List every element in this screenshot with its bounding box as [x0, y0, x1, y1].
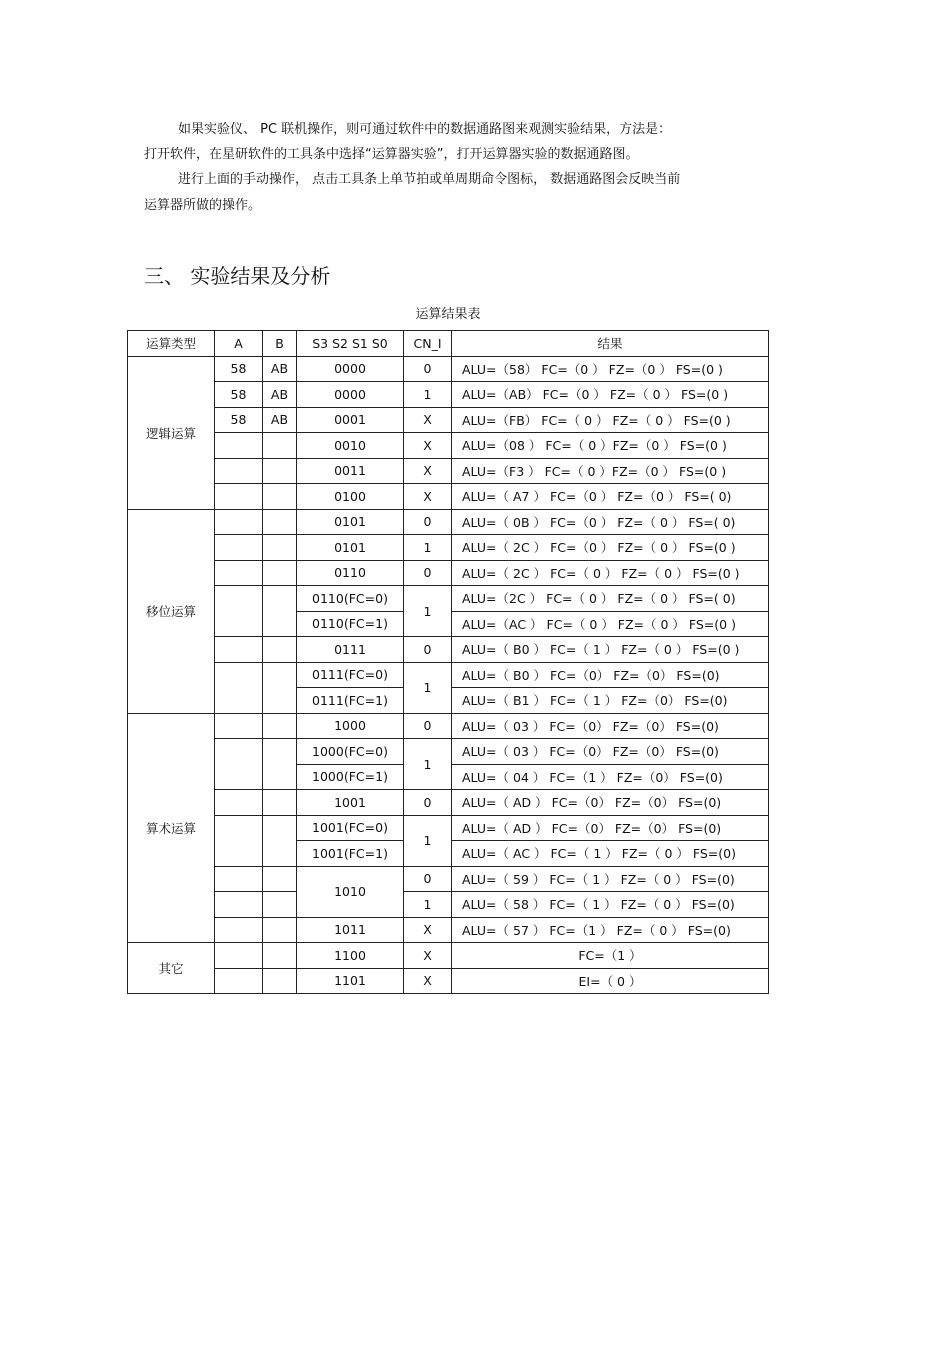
table-row [128, 356, 769, 382]
result-cell: ALU=（ AD ） FC=（0） FZ=（0） FS=(0) [452, 815, 769, 841]
a-cell [215, 484, 263, 510]
b-cell [263, 484, 297, 510]
header-cell: 结果 [452, 331, 769, 357]
cn-cell: 0 [404, 637, 452, 663]
s-cell: 0010 [297, 433, 404, 459]
s-cell: 0111(FC=0) [297, 662, 404, 688]
table-header-row [128, 331, 769, 357]
cn-cell: X [404, 433, 452, 459]
result-cell: ALU=（58） FC=（0 ） FZ=（0 ） FS=(0 ) [452, 356, 769, 382]
a-cell [215, 433, 263, 459]
a-cell [215, 458, 263, 484]
b-cell [263, 433, 297, 459]
table-row [128, 713, 769, 739]
cn-cell: X [404, 968, 452, 994]
cn-cell: 1 [404, 815, 452, 866]
section-heading: 三、 实验结果及分析 [144, 264, 331, 288]
header-cell: A [215, 331, 263, 357]
a-cell [215, 662, 263, 713]
result-cell: ALU=（ 57 ） FC=（1 ） FZ=（ 0 ） FS=(0) [452, 917, 769, 943]
cn-cell: 0 [404, 356, 452, 382]
table-row [128, 892, 769, 918]
b-cell [263, 637, 297, 663]
b-cell [263, 535, 297, 561]
cn-cell: 0 [404, 790, 452, 816]
a-cell: 58 [215, 382, 263, 408]
paragraph-4: 运算器所做的操作。 [144, 198, 262, 213]
table-row [128, 484, 769, 510]
s-cell: 1000 [297, 713, 404, 739]
s-cell: 0111(FC=1) [297, 688, 404, 714]
s-cell: 0101 [297, 509, 404, 535]
table-row [128, 739, 769, 765]
result-cell: ALU=（ 03 ） FC=（0） FZ=（0） FS=(0) [452, 739, 769, 765]
cn-cell: 1 [404, 382, 452, 408]
result-cell: ALU=（ AD ） FC=（0） FZ=（0） FS=(0) [452, 790, 769, 816]
result-cell: ALU=（AB） FC=（0 ） FZ=（ 0 ） FS=(0 ) [452, 382, 769, 408]
b-cell [263, 790, 297, 816]
a-cell: 58 [215, 356, 263, 382]
table-row [128, 637, 769, 663]
a-cell [215, 560, 263, 586]
header-cell: B [263, 331, 297, 357]
result-table [127, 330, 769, 994]
table-row [128, 560, 769, 586]
a-cell [215, 713, 263, 739]
b-cell [263, 713, 297, 739]
s-cell: 0011 [297, 458, 404, 484]
s-cell: 0000 [297, 356, 404, 382]
s-cell: 0110 [297, 560, 404, 586]
b-cell: AB [263, 407, 297, 433]
table-row [128, 509, 769, 535]
a-cell [215, 917, 263, 943]
cn-cell: 0 [404, 713, 452, 739]
s-cell: 1101 [297, 968, 404, 994]
a-cell [215, 586, 263, 637]
b-cell [263, 458, 297, 484]
s-cell: 1001(FC=0) [297, 815, 404, 841]
b-cell [263, 917, 297, 943]
b-cell [263, 943, 297, 969]
b-cell: AB [263, 382, 297, 408]
cn-cell: 1 [404, 535, 452, 561]
b-cell: AB [263, 356, 297, 382]
s-cell: 0001 [297, 407, 404, 433]
paragraph-3: 进行上面的手动操作， 点击工具条上单节拍或单周期命令图标， 数据通路图会反映当前 [178, 172, 681, 187]
paragraph-1: 如果实验仪、 PC 联机操作，则可通过软件中的数据通路图来观测实验结果，方法是： [178, 122, 672, 137]
category-cell: 移位运算 [128, 509, 215, 713]
a-cell [215, 866, 263, 892]
result-cell: ALU=（ 2C ） FC=（ 0 ） FZ=（ 0 ） FS=(0 ) [452, 560, 769, 586]
header-cell: S3 S2 S1 S0 [297, 331, 404, 357]
table-row [128, 815, 769, 841]
result-cell: ALU=（ 0B ） FC=（0 ） FZ=（ 0 ） FS=( 0) [452, 509, 769, 535]
result-cell: ALU=（AC ） FC=（ 0 ） FZ=（ 0 ） FS=(0 ) [452, 611, 769, 637]
table-row [128, 790, 769, 816]
a-cell [215, 892, 263, 918]
table-row [128, 382, 769, 408]
table-row [128, 433, 769, 459]
table-row [128, 968, 769, 994]
a-cell: 58 [215, 407, 263, 433]
category-cell: 算术运算 [128, 713, 215, 943]
table-row [128, 943, 769, 969]
s-cell: 1011 [297, 917, 404, 943]
result-cell: ALU=（ B0 ） FC=（0） FZ=（0） FS=(0) [452, 662, 769, 688]
s-cell: 1000(FC=1) [297, 764, 404, 790]
table-row [128, 917, 769, 943]
b-cell [263, 560, 297, 586]
s-cell: 0100 [297, 484, 404, 510]
table-row [128, 407, 769, 433]
b-cell [263, 968, 297, 994]
result-cell: ALU=（2C ） FC=（ 0 ） FZ=（ 0 ） FS=( 0) [452, 586, 769, 612]
result-cell: ALU=（08 ） FC=（ 0 ）FZ=（0 ） FS=(0 ) [452, 433, 769, 459]
s-cell: 0000 [297, 382, 404, 408]
a-cell [215, 509, 263, 535]
b-cell [263, 509, 297, 535]
table-row [128, 535, 769, 561]
b-cell [263, 586, 297, 637]
s-cell: 1100 [297, 943, 404, 969]
header-cell: 运算类型 [128, 331, 215, 357]
category-cell: 逻辑运算 [128, 356, 215, 509]
result-cell: FC=（1 ） [452, 943, 769, 969]
result-cell: ALU=（ 58 ） FC=（ 1 ） FZ=（ 0 ） FS=(0) [452, 892, 769, 918]
category-cell: 其它 [128, 943, 215, 994]
header-cell: CN_I [404, 331, 452, 357]
result-cell: ALU=（ B0 ） FC=（ 1 ） FZ=（ 0 ） FS=(0 ) [452, 637, 769, 663]
result-cell: ALU=（FB） FC=（ 0 ） FZ=（ 0 ） FS=(0 ) [452, 407, 769, 433]
cn-cell: X [404, 458, 452, 484]
table-row [128, 458, 769, 484]
table-row [128, 586, 769, 612]
table-row [128, 662, 769, 688]
cn-cell: X [404, 484, 452, 510]
cn-cell: X [404, 407, 452, 433]
s-cell: 0111 [297, 637, 404, 663]
table-row [128, 866, 769, 892]
b-cell [263, 892, 297, 918]
s-cell: 1010 [297, 866, 404, 917]
a-cell [215, 968, 263, 994]
s-cell: 1001(FC=1) [297, 841, 404, 867]
result-cell: ALU=（ 59 ） FC=（ 1 ） FZ=（ 0 ） FS=(0) [452, 866, 769, 892]
s-cell: 0110(FC=0) [297, 586, 404, 612]
b-cell [263, 815, 297, 866]
result-cell: ALU=（ B1 ） FC=（ 1 ） FZ=（0） FS=(0) [452, 688, 769, 714]
result-cell: EI=（ 0 ） [452, 968, 769, 994]
cn-cell: 0 [404, 866, 452, 892]
cn-cell: 1 [404, 892, 452, 918]
result-cell: ALU=（ AC ） FC=（ 1 ） FZ=（ 0 ） FS=(0) [452, 841, 769, 867]
result-cell: ALU=（ A7 ） FC=（0 ） FZ=（0 ） FS=( 0) [452, 484, 769, 510]
result-cell: ALU=（ 04 ） FC=（1 ） FZ=（0） FS=(0) [452, 764, 769, 790]
cn-cell: X [404, 943, 452, 969]
a-cell [215, 943, 263, 969]
b-cell [263, 866, 297, 892]
paragraph-2: 打开软件，在星研软件的工具条中选择“运算器实验”，打开运算器实验的数据通路图。 [144, 147, 639, 162]
result-cell: ALU=（ 2C ） FC=（0 ） FZ=（ 0 ） FS=(0 ) [452, 535, 769, 561]
a-cell [215, 637, 263, 663]
s-cell: 1000(FC=0) [297, 739, 404, 765]
b-cell [263, 662, 297, 713]
cn-cell: X [404, 917, 452, 943]
a-cell [215, 739, 263, 790]
b-cell [263, 739, 297, 790]
a-cell [215, 535, 263, 561]
cn-cell: 1 [404, 586, 452, 637]
table-caption: 运算结果表 [415, 307, 481, 322]
s-cell: 1001 [297, 790, 404, 816]
a-cell [215, 815, 263, 866]
result-cell: ALU=（ 03 ） FC=（0） FZ=（0） FS=(0) [452, 713, 769, 739]
s-cell: 0101 [297, 535, 404, 561]
cn-cell: 0 [404, 560, 452, 586]
a-cell [215, 790, 263, 816]
cn-cell: 0 [404, 509, 452, 535]
result-cell: ALU=（F3 ） FC=（ 0 ）FZ=（0 ） FS=(0 ) [452, 458, 769, 484]
cn-cell: 1 [404, 739, 452, 790]
s-cell: 0110(FC=1) [297, 611, 404, 637]
cn-cell: 1 [404, 662, 452, 713]
